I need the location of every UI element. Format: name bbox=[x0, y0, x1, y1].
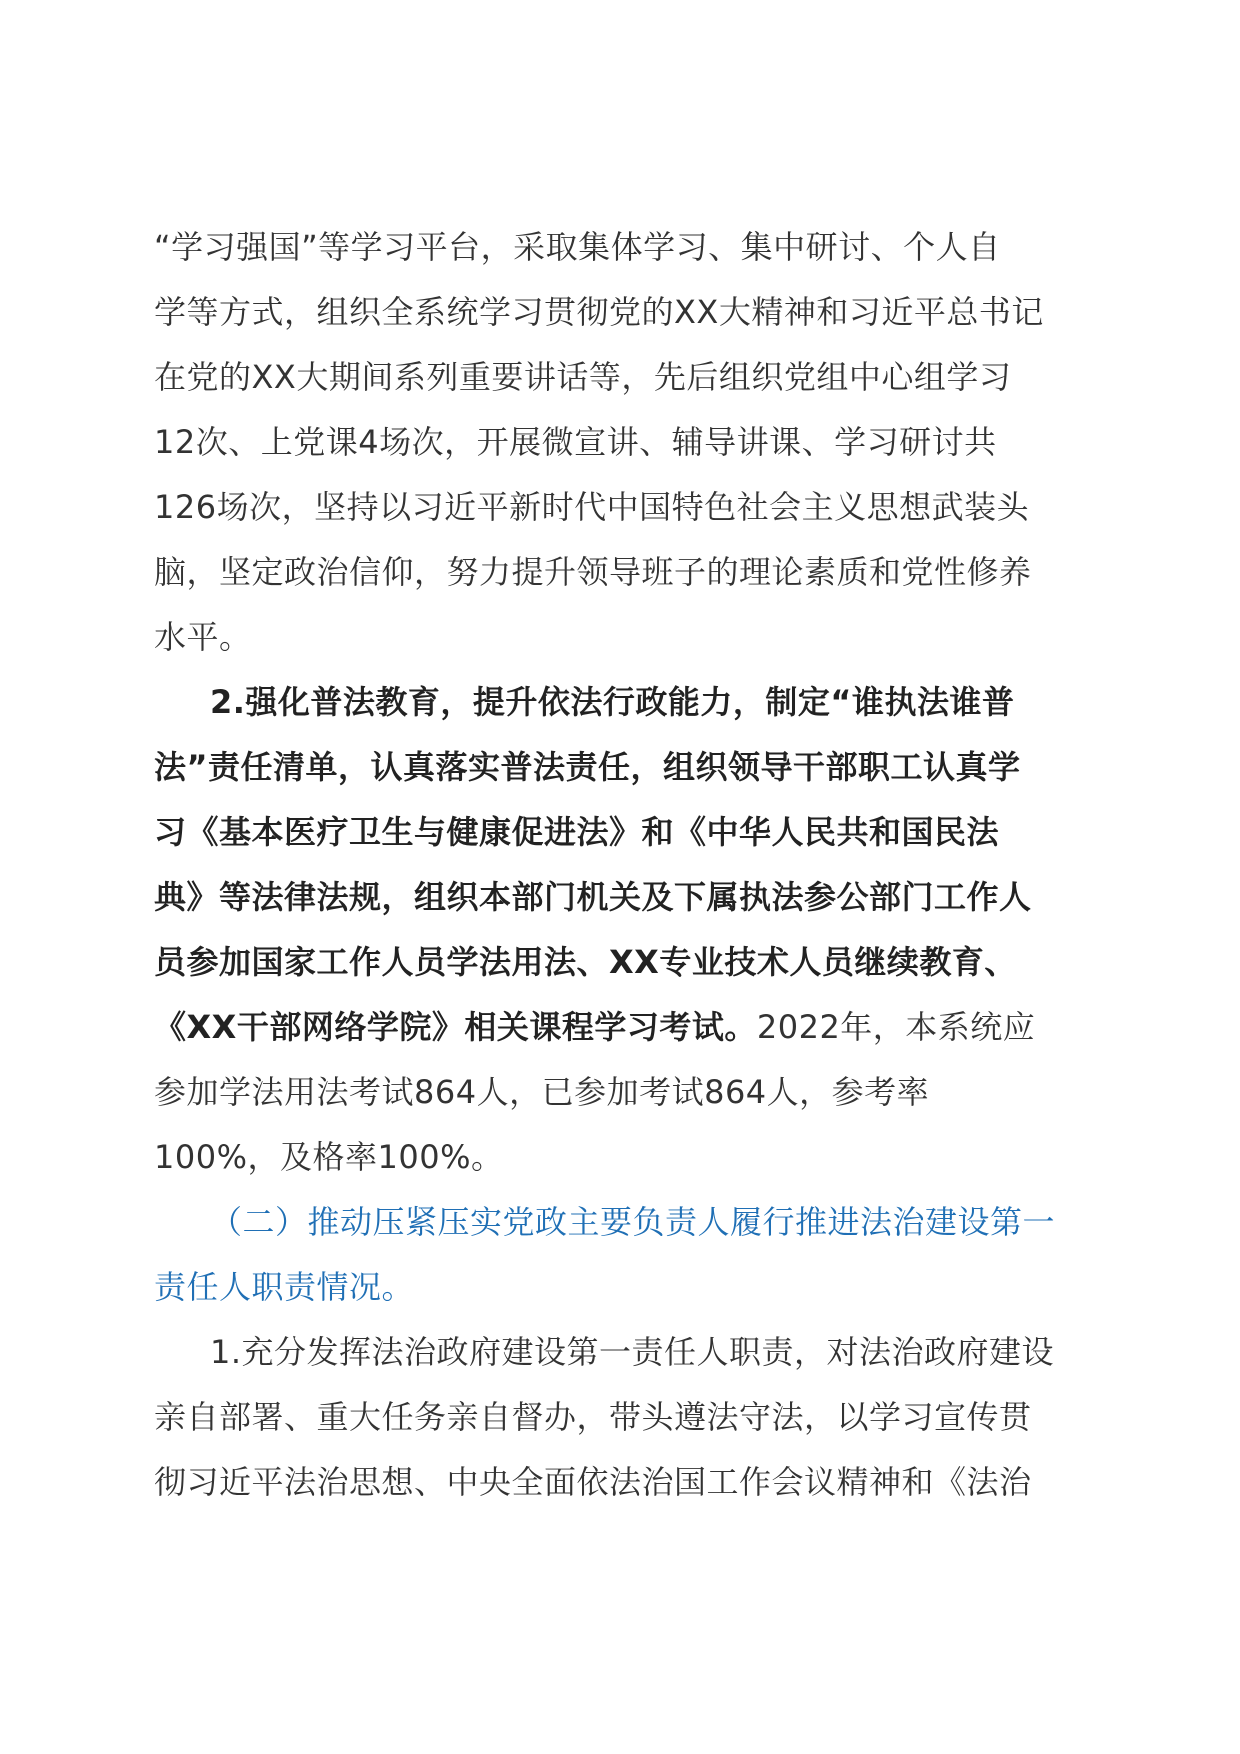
heading-line: 责任人职责情况。 bbox=[154, 1268, 415, 1306]
text-line: 水平。 bbox=[154, 618, 252, 656]
text-line: 12次、上党课4场次，开展微宣讲、辅导讲课、学习研讨共 bbox=[154, 423, 997, 461]
paragraph-study-platforms bbox=[154, 215, 1094, 670]
bold-text-line: 典》等法律法规，组织本部门机关及下属执法参公部门工作人 bbox=[154, 878, 1032, 916]
text-segment: 2022年，本系统应 bbox=[756, 1008, 1036, 1046]
text-line: 学等方式，组织全系统学习贯彻党的XX大精神和习近平总书记 bbox=[154, 293, 1044, 331]
text-line: 亲自部署、重大任务亲自督办，带头遵法守法，以学习宣传贯 bbox=[154, 1398, 1032, 1436]
bold-text-line: 法”责任清单，认真落实普法责任，组织领导干部职工认真学 bbox=[154, 748, 1021, 786]
heading-line: （二）推动压紧压实党政主要负责人履行推进法治建设第一 bbox=[210, 1203, 1056, 1241]
text-line: 126场次，坚持以习近平新时代中国特色社会主义思想武装头 bbox=[154, 488, 1030, 526]
text-line: 在党的XX大期间系列重要讲话等，先后组织党组中心组学习 bbox=[154, 358, 1012, 396]
text-line: 100%，及格率100%。 bbox=[154, 1138, 504, 1176]
bold-text-line: 员参加国家工作人员学法用法、XX专业技术人员继续教育、 bbox=[154, 943, 1017, 981]
paragraph-law-education bbox=[154, 670, 1094, 1190]
bold-text-segment: 《XX干部网络学院》相关课程学习考试。 bbox=[154, 1008, 757, 1046]
bold-text-line: 2.强化普法教育，提升依法行政能力，制定“谁执法谁普 bbox=[210, 683, 1015, 721]
text-line: 参加学法用法考试864人，已参加考试864人，参考率 bbox=[154, 1073, 930, 1111]
document-page bbox=[154, 215, 1094, 1515]
section-heading bbox=[154, 1190, 1094, 1320]
mixed-text-line bbox=[154, 995, 1094, 1060]
text-line: 1.充分发挥法治政府建设第一责任人职责，对法治政府建设 bbox=[210, 1333, 1055, 1371]
bold-text-line: 习《基本医疗卫生与健康促进法》和《中华人民共和国民法 bbox=[154, 813, 1000, 851]
paragraph-first-responsible bbox=[154, 1320, 1094, 1515]
text-line: 彻习近平法治思想、中央全面依法治国工作会议精神和《法治 bbox=[154, 1463, 1032, 1501]
text-line: 脑，坚定政治信仰，努力提升领导班子的理论素质和党性修养 bbox=[154, 553, 1032, 591]
text-line: “学习强国”等学习平台，采取集体学习、集中研讨、个人自 bbox=[154, 228, 1001, 266]
